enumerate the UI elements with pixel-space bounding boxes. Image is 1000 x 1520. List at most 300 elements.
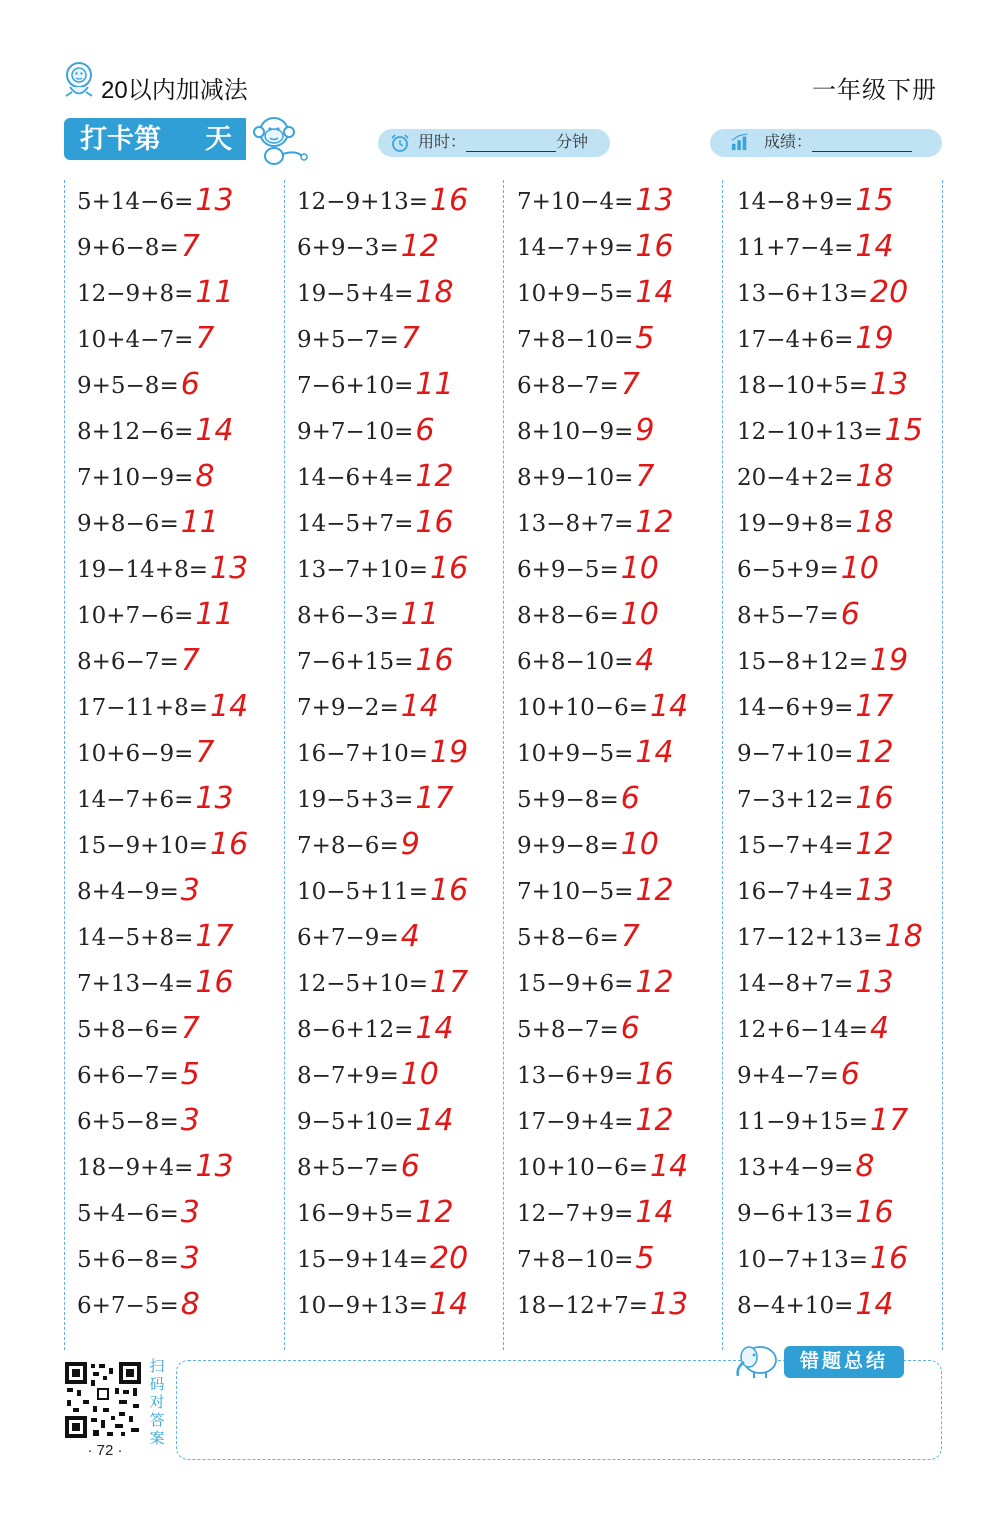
handwritten-answer: 14: [635, 275, 674, 310]
handwritten-answer: 7: [180, 1011, 200, 1046]
handwritten-answer: 3: [180, 1241, 200, 1276]
exercise-item: [297, 826, 420, 866]
exercise-question: 8−7+9=: [297, 1063, 399, 1089]
exercise-item: [77, 458, 214, 498]
exercise-item: [297, 642, 454, 682]
exercise-question: 13+4−9=: [737, 1155, 854, 1181]
handwritten-answer: 12: [635, 1103, 674, 1138]
exercise-item: [517, 182, 674, 222]
handwritten-answer: 14: [635, 1195, 674, 1230]
handwritten-answer: 16: [209, 827, 249, 862]
handwritten-answer: 7: [195, 735, 215, 770]
exercise-item: [297, 504, 454, 544]
handwritten-answer: 17: [195, 919, 234, 954]
exercise-question: 18−12+7=: [517, 1293, 648, 1319]
exercise-question: 7+8−10=: [517, 327, 634, 353]
exercise-item: [297, 550, 468, 590]
exercise-question: 16−9+5=: [297, 1201, 414, 1227]
exercise-question: 8+6−3=: [297, 603, 399, 629]
handwritten-answer: 17: [429, 965, 469, 1000]
handwritten-answer: 7: [180, 229, 200, 264]
exercise-item: [297, 780, 454, 820]
exercise-question: 18−10+5=: [737, 373, 868, 399]
handwritten-answer: 16: [415, 505, 454, 540]
lion-logo-icon: [62, 60, 96, 100]
exercise-question: 7−6+15=: [297, 649, 414, 675]
exercise-question: 20−4+2=: [737, 465, 854, 491]
handwritten-answer: 14: [209, 689, 249, 724]
exercise-question: 14−7+6=: [77, 787, 194, 813]
exercise-item: [737, 642, 908, 682]
handwritten-answer: 14: [415, 1011, 454, 1046]
handwritten-answer: 5: [180, 1057, 200, 1092]
exercise-question: 19−5+4=: [297, 281, 414, 307]
exercise-question: 10+9−5=: [517, 281, 634, 307]
exercise-item: [77, 1240, 200, 1280]
exercise-item: [517, 964, 674, 1004]
exercise-question: 8+10−9=: [517, 419, 634, 445]
handwritten-answer: 7: [195, 321, 215, 356]
exercise-item: [737, 872, 894, 912]
exercise-question: 8−6+12=: [297, 1017, 414, 1043]
exercise-item: [517, 1010, 640, 1050]
exercise-item: [297, 228, 439, 268]
exercise-question: 14−7+9=: [517, 235, 634, 261]
exercise-item: [737, 734, 894, 774]
exercise-question: 8+5−7=: [297, 1155, 399, 1181]
handwritten-answer: 8: [855, 1149, 875, 1184]
handwritten-answer: 14: [400, 689, 439, 724]
exercise-item: [77, 1010, 200, 1050]
column-divider: [722, 180, 723, 1350]
exercise-item: [297, 596, 439, 636]
exercise-item: [77, 1056, 200, 1096]
exercise-item: [517, 1148, 688, 1188]
handwritten-answer: 16: [429, 551, 469, 586]
exercise-item: [737, 458, 894, 498]
exercise-item: [517, 1102, 674, 1142]
handwritten-answer: 19: [429, 735, 469, 770]
handwritten-answer: 14: [855, 1287, 894, 1322]
exercise-item: [297, 872, 468, 912]
handwritten-answer: 18: [415, 275, 454, 310]
handwritten-answer: 6: [620, 1011, 640, 1046]
bar-chart-icon: [730, 133, 750, 151]
handwritten-answer: 16: [635, 229, 674, 264]
exercise-item: [77, 918, 234, 958]
exercise-question: 14−6+4=: [297, 465, 414, 491]
exercise-item: [517, 734, 674, 774]
exercise-item: [77, 734, 214, 774]
handwritten-answer: 4: [635, 643, 655, 678]
exercise-question: 9+4−7=: [737, 1063, 839, 1089]
exercise-item: [297, 1148, 420, 1188]
exercise-item: [517, 596, 659, 636]
handwritten-answer: 13: [649, 1287, 689, 1322]
handwritten-answer: 14: [635, 735, 674, 770]
exercise-question: 10+7−6=: [77, 603, 194, 629]
handwritten-answer: 9: [635, 413, 655, 448]
exercise-question: 17−11+8=: [77, 695, 208, 721]
handwritten-answer: 6: [840, 1057, 860, 1092]
handwritten-answer: 10: [620, 551, 659, 586]
exercise-item: [517, 688, 688, 728]
exercise-item: [77, 688, 248, 728]
exercise-item: [77, 642, 200, 682]
handwritten-answer: 14: [649, 689, 689, 724]
exercise-question: 5+8−7=: [517, 1017, 619, 1043]
exercise-item: [737, 1286, 894, 1326]
column-divider: [284, 180, 285, 1350]
exercise-question: 8+12−6=: [77, 419, 194, 445]
exercise-item: [737, 964, 894, 1004]
exercise-question: 9+5−7=: [297, 327, 399, 353]
handwritten-answer: 3: [180, 873, 200, 908]
handwritten-answer: 6: [620, 781, 640, 816]
handwritten-answer: 4: [400, 919, 420, 954]
exercise-item: [737, 826, 894, 866]
handwritten-answer: 18: [884, 919, 923, 954]
exercise-item: [517, 228, 674, 268]
exercise-question: 15−9+14=: [297, 1247, 428, 1273]
exercise-question: 6+7−5=: [77, 1293, 179, 1319]
exercise-item: [517, 826, 659, 866]
time-label: 用时：: [418, 134, 467, 151]
handwritten-answer: 12: [855, 735, 894, 770]
exercise-question: 9−5+10=: [297, 1109, 414, 1135]
exercise-question: 5+9−8=: [517, 787, 619, 813]
handwritten-answer: 20: [869, 275, 909, 310]
exercise-item: [737, 366, 908, 406]
exercise-item: [297, 1286, 468, 1326]
exercise-question: 16−7+10=: [297, 741, 428, 767]
exercise-item: [77, 1194, 200, 1234]
handwritten-answer: 18: [855, 459, 894, 494]
exercise-item: [77, 964, 234, 1004]
exercise-question: 9+5−8=: [77, 373, 179, 399]
time-blank[interactable]: [466, 133, 556, 152]
exercise-item: [77, 826, 248, 866]
exercise-question: 15−9+6=: [517, 971, 634, 997]
handwritten-answer: 7: [620, 367, 640, 402]
exercise-question: 7+10−5=: [517, 879, 634, 905]
exercise-question: 7+8−10=: [517, 1247, 634, 1273]
exercise-item: [77, 274, 234, 314]
exercise-question: 19−9+8=: [737, 511, 854, 537]
exercise-question: 5+8−6=: [517, 925, 619, 951]
exercise-question: 11+7−4=: [737, 235, 854, 261]
handwritten-answer: 13: [869, 367, 909, 402]
exercise-question: 8−4+10=: [737, 1293, 854, 1319]
exercise-item: [297, 1010, 454, 1050]
exercise-question: 7−3+12=: [737, 787, 854, 813]
handwritten-answer: 11: [180, 505, 219, 540]
handwritten-answer: 12: [635, 873, 674, 908]
handwritten-answer: 19: [855, 321, 894, 356]
exercise-question: 7+10−9=: [77, 465, 194, 491]
handwritten-answer: 12: [855, 827, 894, 862]
handwritten-answer: 6: [415, 413, 435, 448]
exercise-question: 7+9−2=: [297, 695, 399, 721]
exercise-question: 6+5−8=: [77, 1109, 179, 1135]
exercise-question: 8+9−10=: [517, 465, 634, 491]
exercise-item: [737, 412, 923, 452]
exercise-question: 14−5+7=: [297, 511, 414, 537]
exercise-question: 7−6+10=: [297, 373, 414, 399]
exercise-question: 12+6−14=: [737, 1017, 868, 1043]
handwritten-answer: 12: [635, 505, 674, 540]
error-summary-label: 错题总结: [784, 1346, 904, 1378]
handwritten-answer: 16: [855, 1195, 894, 1230]
exercise-item: [737, 1102, 908, 1142]
exercise-item: [297, 1056, 439, 1096]
handwritten-answer: 14: [429, 1287, 469, 1322]
exercise-item: [77, 596, 234, 636]
exercise-question: 12−9+8=: [77, 281, 194, 307]
exercise-question: 12−5+10=: [297, 971, 428, 997]
handwritten-answer: 10: [840, 551, 879, 586]
exercise-item: [737, 182, 894, 222]
exercise-item: [297, 918, 420, 958]
grade-label: 一年级下册: [812, 77, 937, 104]
exercise-question: 10+10−6=: [517, 1155, 648, 1181]
exercise-question: 15−9+10=: [77, 833, 208, 859]
exercise-item: [77, 780, 234, 820]
handwritten-answer: 16: [869, 1241, 909, 1276]
exercise-item: [737, 918, 923, 958]
exercise-question: 14−8+7=: [737, 971, 854, 997]
handwritten-answer: 6: [840, 597, 860, 632]
exercise-question: 10+4−7=: [77, 327, 194, 353]
handwritten-answer: 17: [415, 781, 454, 816]
exercise-question: 8+6−7=: [77, 649, 179, 675]
exercise-question: 9+6−8=: [77, 235, 179, 261]
exercise-item: [517, 918, 640, 958]
exercise-item: [517, 872, 674, 912]
handwritten-answer: 12: [415, 1195, 454, 1230]
handwritten-answer: 19: [869, 643, 909, 678]
handwritten-answer: 13: [635, 183, 674, 218]
exercise-item: [517, 550, 659, 590]
handwritten-answer: 5: [635, 1241, 655, 1276]
exercise-item: [737, 1010, 889, 1050]
handwritten-answer: 14: [195, 413, 234, 448]
handwritten-answer: 3: [180, 1195, 200, 1230]
exercise-item: [517, 1056, 674, 1096]
exercise-item: [297, 964, 468, 1004]
exercise-item: [517, 642, 654, 682]
exercise-item: [297, 182, 468, 222]
exercise-item: [297, 734, 468, 774]
exercise-question: 13−6+13=: [737, 281, 868, 307]
handwritten-answer: 15: [855, 183, 894, 218]
scan-qr-label: 扫码对答案: [149, 1358, 165, 1447]
handwritten-answer: 11: [400, 597, 439, 632]
exercise-item: [737, 320, 894, 360]
exercise-item: [737, 550, 879, 590]
exercise-question: 10+9−5=: [517, 741, 634, 767]
exercise-item: [517, 1240, 654, 1280]
handwritten-answer: 16: [635, 1057, 674, 1092]
exercise-question: 14−5+8=: [77, 925, 194, 951]
exercise-item: [737, 1194, 894, 1234]
exercise-question: 6−5+9=: [737, 557, 839, 583]
exercise-item: [297, 1240, 468, 1280]
exercise-question: 5+8−6=: [77, 1017, 179, 1043]
exercise-question: 13−6+9=: [517, 1063, 634, 1089]
handwritten-answer: 20: [429, 1241, 469, 1276]
exercise-question: 18−9+4=: [77, 1155, 194, 1181]
handwritten-answer: 3: [180, 1103, 200, 1138]
handwritten-answer: 13: [195, 1149, 234, 1184]
handwritten-answer: 12: [415, 459, 454, 494]
exercise-item: [297, 274, 454, 314]
handwritten-answer: 7: [635, 459, 655, 494]
exercise-item: [517, 366, 640, 406]
exercise-item: [737, 1240, 908, 1280]
exercise-item: [297, 688, 439, 728]
exercise-question: 16−7+4=: [737, 879, 854, 905]
exercise-question: 15−7+4=: [737, 833, 854, 859]
exercise-item: [297, 1194, 454, 1234]
handwritten-answer: 14: [855, 229, 894, 264]
exercise-item: [77, 228, 200, 268]
exercise-question: 6+8−10=: [517, 649, 634, 675]
exercise-item: [297, 412, 434, 452]
handwritten-answer: 16: [195, 965, 234, 1000]
exercise-question: 7+10−4=: [517, 189, 634, 215]
alarm-clock-icon: [390, 134, 410, 152]
exercise-question: 17−12+13=: [737, 925, 883, 951]
column-divider: [942, 180, 943, 1350]
exercise-question: 10−9+13=: [297, 1293, 428, 1319]
handwritten-answer: 16: [429, 183, 469, 218]
qr-code-icon[interactable]: [63, 1360, 143, 1440]
handwritten-answer: 10: [620, 597, 659, 632]
exercise-question: 5+6−8=: [77, 1247, 179, 1273]
handwritten-answer: 16: [429, 873, 469, 908]
handwritten-answer: 16: [855, 781, 894, 816]
exercise-question: 6+7−9=: [297, 925, 399, 951]
exercise-question: 8+8−6=: [517, 603, 619, 629]
handwritten-answer: 15: [884, 413, 923, 448]
handwritten-answer: 6: [180, 367, 200, 402]
score-label: 成绩：: [764, 134, 813, 151]
exercise-question: 9+7−10=: [297, 419, 414, 445]
handwritten-answer: 12: [400, 229, 439, 264]
book-title: 20以内加减法: [101, 77, 248, 104]
handwritten-answer: 13: [195, 183, 234, 218]
exercise-item: [517, 1286, 688, 1326]
exercise-item: [737, 1056, 860, 1096]
handwritten-answer: 17: [855, 689, 894, 724]
exercise-question: 10+10−6=: [517, 695, 648, 721]
exercise-question: 12−7+9=: [517, 1201, 634, 1227]
exercise-question: 8+5−7=: [737, 603, 839, 629]
check-in-suffix: 天: [205, 124, 232, 154]
exercise-item: [517, 780, 640, 820]
exercise-item: [517, 274, 674, 314]
exercise-item: [297, 366, 454, 406]
handwritten-answer: 6: [400, 1149, 420, 1184]
exercise-question: 11−9+15=: [737, 1109, 868, 1135]
score-blank[interactable]: [812, 133, 912, 152]
exercise-question: 6+9−3=: [297, 235, 399, 261]
handwritten-answer: 13: [855, 873, 894, 908]
handwritten-answer: 9: [400, 827, 420, 862]
handwritten-answer: 12: [635, 965, 674, 1000]
exercise-item: [737, 688, 894, 728]
exercise-item: [297, 320, 420, 360]
page-number: · 72 ·: [87, 1442, 123, 1459]
exercise-item: [77, 504, 219, 544]
exercise-question: 10+6−9=: [77, 741, 194, 767]
handwritten-answer: 7: [620, 919, 640, 954]
elephant-mascot-icon: [732, 1340, 786, 1380]
exercise-question: 10−7+13=: [737, 1247, 868, 1273]
exercise-question: 15−8+12=: [737, 649, 868, 675]
handwritten-answer: 14: [415, 1103, 454, 1138]
handwritten-answer: 10: [400, 1057, 439, 1092]
exercise-item: [77, 550, 248, 590]
exercise-item: [737, 1148, 874, 1188]
check-in-banner: [64, 118, 246, 160]
exercise-item: [77, 182, 234, 222]
exercise-question: 14−6+9=: [737, 695, 854, 721]
exercise-question: 19−14+8=: [77, 557, 208, 583]
exercise-item: [517, 1194, 674, 1234]
handwritten-answer: 13: [855, 965, 894, 1000]
handwritten-answer: 8: [195, 459, 215, 494]
exercise-item: [77, 320, 214, 360]
exercise-item: [517, 412, 654, 452]
handwritten-answer: 8: [180, 1287, 200, 1322]
time-unit: 分钟: [556, 134, 589, 151]
exercise-item: [737, 274, 908, 314]
exercise-item: [737, 596, 860, 636]
handwritten-answer: 13: [195, 781, 234, 816]
exercise-item: [77, 1148, 234, 1188]
handwritten-answer: 17: [869, 1103, 909, 1138]
exercise-question: 6+9−5=: [517, 557, 619, 583]
exercise-question: 7+8−6=: [297, 833, 399, 859]
handwritten-answer: 16: [415, 643, 454, 678]
exercise-question: 17−9+4=: [517, 1109, 634, 1135]
exercise-item: [737, 780, 894, 820]
exercise-question: 5+14−6=: [77, 189, 194, 215]
handwritten-answer: 18: [855, 505, 894, 540]
exercise-question: 5+4−6=: [77, 1201, 179, 1227]
exercise-item: [737, 228, 894, 268]
score-field: [710, 129, 942, 157]
handwritten-answer: 14: [649, 1149, 689, 1184]
exercise-question: 13−8+7=: [517, 511, 634, 537]
exercise-question: 9+9−8=: [517, 833, 619, 859]
exercise-item: [77, 1102, 200, 1142]
exercise-question: 17−4+6=: [737, 327, 854, 353]
exercise-item: [737, 504, 894, 544]
exercise-question: 9−7+10=: [737, 741, 854, 767]
handwritten-answer: 5: [635, 321, 655, 356]
exercise-question: 9−6+13=: [737, 1201, 854, 1227]
exercise-question: 19−5+3=: [297, 787, 414, 813]
handwritten-answer: 11: [195, 597, 234, 632]
exercise-item: [517, 458, 654, 498]
exercise-question: 14−8+9=: [737, 189, 854, 215]
exercise-item: [77, 412, 234, 452]
exercise-item: [517, 504, 674, 544]
exercise-question: 6+8−7=: [517, 373, 619, 399]
